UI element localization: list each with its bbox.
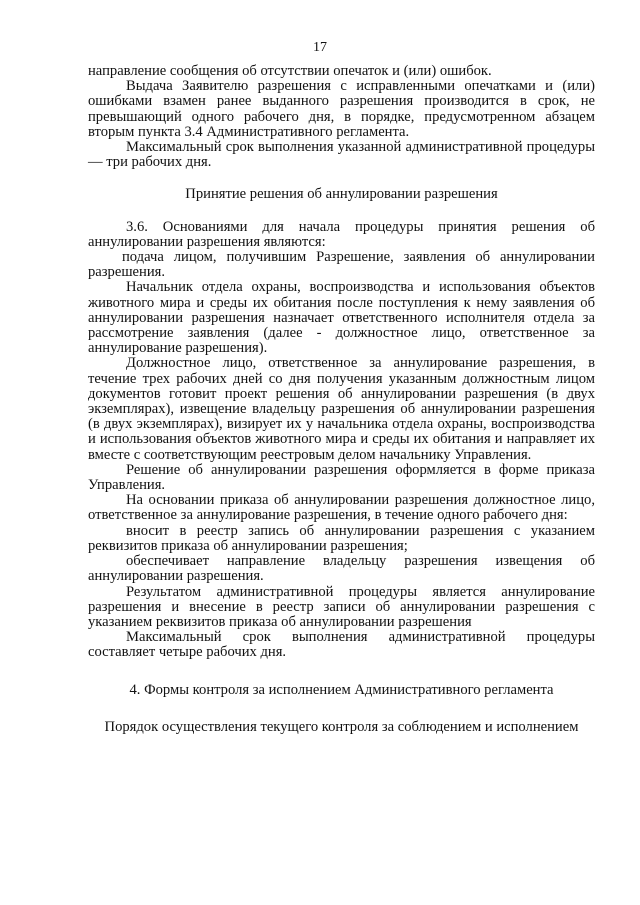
- paragraph: Выдача Заявителю разрешения с исправленными опечатками и (или) ошибками взамен ранее выданного разрешения производится в срок, не превышающий одного рабочего дня, в порядке, предусмотренном абзацем вторым пункта 3.4 Административного регламента.: [88, 78, 595, 140]
- paragraph: Результатом административной процедуры является аннулирование разрешения и внесение в реестр записи об аннулировании разрешения с указанием реквизитов приказа об аннулировании разрешения: [88, 583, 595, 630]
- document-body: [88, 64, 595, 735]
- paragraph: На основании приказа об аннулировании разрешения должностное лицо, ответственное за аннулирование разрешения, в течение одного рабочего дня:: [88, 492, 595, 524]
- paragraph: обеспечивает направление владельцу разрешения извещения об аннулировании разрешения.: [88, 553, 595, 585]
- section-heading: Принятие решения об аннулировании разрешения: [185, 186, 498, 203]
- paragraph: Начальник отдела охраны, воспроизводства и использования объектов животного мира и среды их обитания после поступления к нему заявления об аннулировании разрешения назначает ответственного исполнителя отдела за рассмотрение заявления (далее - должностное лицо, ответственное за аннулирование разрешения).: [88, 279, 595, 357]
- paragraph: 3.6. Основаниями для начала процедуры принятия решения об аннулировании разрешения являются:: [88, 218, 595, 250]
- paragraph: вносит в реестр запись об аннулировании разрешения с указанием реквизитов приказа об аннулировании разрешения;: [88, 522, 595, 554]
- paragraph: Решение об аннулировании разрешения оформляется в форме приказа Управления.: [88, 461, 595, 494]
- paragraph: направление сообщения об отсутствии опечаток и (или) ошибок.: [88, 63, 492, 79]
- page-number: 17: [313, 40, 327, 55]
- section-heading: 4. Формы контроля за исполнением Административного регламента: [129, 681, 554, 698]
- subsection-heading: Порядок осуществления текущего контроля за соблюдением и исполнением: [104, 718, 579, 735]
- paragraph: Максимальный срок выполнения административной процедуры составляет четыре рабочих дня.: [88, 629, 595, 661]
- paragraph: подача лицом, получившим Разрешение, заявления об аннулировании разрешения.: [88, 249, 595, 281]
- paragraph: Должностное лицо, ответственное за аннулирование разрешения, в течение трех рабочих дней со дня получения указанным должностным лицом документов готовит проект решения об аннулировании разрешения (в двух экземплярах), извещение владельцу разрешения об аннулировании разрешения (в двух экземплярах), визирует их у начальника отдела охраны, воспроизводства и использования объектов животного мира и среды их обитания и направляет их вместе с соответствующим реестровым делом начальнику Управления.: [88, 355, 595, 463]
- paragraph: Максимальный срок выполнения указанной административной процедуры — три рабочих дня.: [88, 139, 595, 171]
